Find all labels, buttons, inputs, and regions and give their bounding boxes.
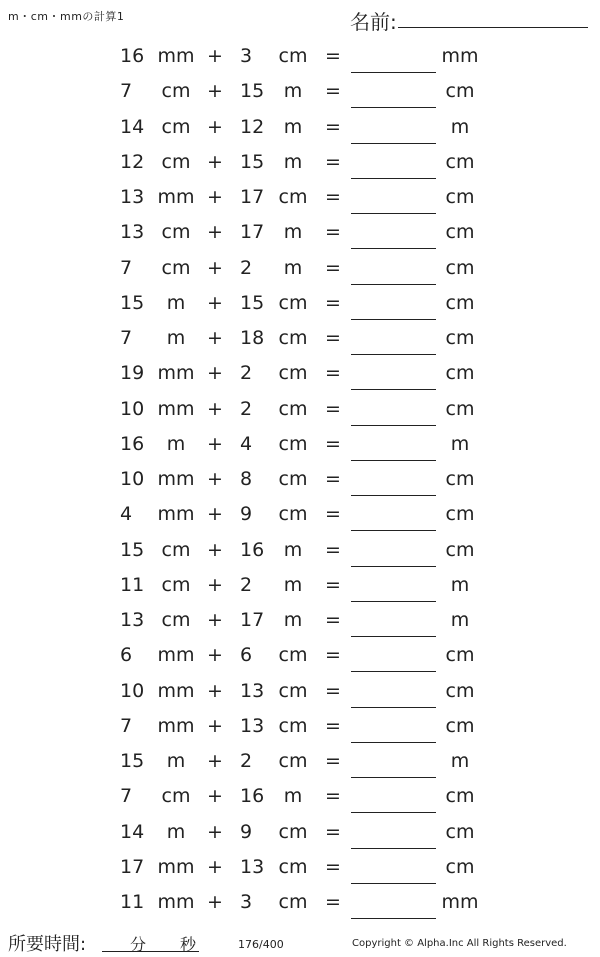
second-unit: cm [278,397,308,420]
name-label: 名前: [350,10,397,34]
first-value: 13 [120,186,145,208]
first-unit: cm [161,538,191,561]
answer-unit: cm [445,679,475,702]
plus-sign: + [207,785,223,808]
problem-row [0,885,600,920]
second-unit: m [283,80,303,103]
equals-sign: = [325,750,341,772]
plus-sign: + [207,432,223,455]
answer-blank[interactable] [351,777,436,778]
equals-sign: = [325,45,341,67]
plus-sign: + [207,186,223,208]
problem-row [0,180,600,215]
equals-sign: = [325,503,341,526]
problem-row [0,674,600,709]
plus-sign: + [207,503,223,526]
equals-sign: = [325,538,341,561]
first-unit: mm [157,714,195,737]
plus-sign: + [207,609,223,631]
first-unit: mm [157,891,195,913]
problem-row [0,215,600,250]
answer-unit: cm [445,855,475,878]
problem-row [0,850,600,885]
plus-sign: + [207,80,223,103]
second-unit: m [283,150,303,173]
plus-sign: + [207,714,223,737]
second-value: 2 [240,362,253,385]
first-unit: cm [161,785,191,808]
equals-sign: = [325,397,341,420]
equals-sign: = [325,714,341,737]
second-value: 15 [240,80,265,103]
problem-row [0,356,600,391]
first-unit: m [166,820,186,843]
first-unit: cm [161,573,191,596]
answer-blank[interactable] [351,460,436,461]
first-value: 15 [120,538,145,561]
first-unit: cm [161,256,191,279]
first-unit: mm [157,679,195,702]
answer-blank[interactable] [351,566,436,567]
page-number: 176/400 [238,938,284,951]
equals-sign: = [325,785,341,808]
equals-sign: = [325,256,341,279]
first-unit: cm [161,80,191,103]
second-value: 13 [240,679,265,702]
first-unit: mm [157,45,195,67]
answer-blank[interactable] [351,883,436,884]
first-value: 4 [120,503,133,526]
answer-unit: m [450,573,470,596]
answer-blank[interactable] [351,742,436,743]
second-value: 9 [240,503,253,526]
answer-blank[interactable] [351,284,436,285]
second-unit: cm [278,750,308,772]
worksheet-title: m・cm・mmの計算1 [8,10,125,23]
answer-unit: cm [445,327,475,349]
first-value: 11 [120,573,145,596]
first-value: 10 [120,468,145,490]
answer-unit: cm [445,362,475,385]
plus-sign: + [207,327,223,349]
first-value: 11 [120,891,145,913]
second-unit: cm [278,644,308,667]
second-unit: cm [278,45,308,67]
equals-sign: = [325,150,341,173]
answer-blank[interactable] [351,354,436,355]
answer-blank[interactable] [351,213,436,214]
answer-unit: cm [445,538,475,561]
equals-sign: = [325,432,341,455]
problem-row [0,815,600,850]
first-value: 13 [120,221,145,244]
second-value: 2 [240,256,253,279]
second-value: 8 [240,468,253,490]
first-value: 6 [120,644,133,667]
plus-sign: + [207,750,223,772]
first-unit: m [166,750,186,772]
copyright-notice: Copyright © Alpha.Inc All Rights Reserved. [352,938,567,949]
second-value: 17 [240,609,265,631]
second-value: 13 [240,714,265,737]
answer-unit: cm [445,80,475,103]
second-unit: cm [278,186,308,208]
second-unit: m [283,256,303,279]
problem-row [0,392,600,427]
answer-blank[interactable] [351,918,436,919]
second-value: 2 [240,573,253,596]
answer-blank[interactable] [351,601,436,602]
plus-sign: + [207,891,223,913]
plus-sign: + [207,679,223,702]
equals-sign: = [325,221,341,244]
minutes-label: 分 [130,935,147,954]
equals-sign: = [325,820,341,843]
answer-blank[interactable] [351,848,436,849]
answer-unit: m [450,115,470,138]
problem-row [0,638,600,673]
first-unit: mm [157,397,195,420]
answer-blank[interactable] [351,107,436,108]
problem-row [0,568,600,603]
second-unit: cm [278,679,308,702]
second-unit: cm [278,820,308,843]
answer-blank[interactable] [351,389,436,390]
plus-sign: + [207,644,223,667]
equals-sign: = [325,362,341,385]
second-unit: m [283,115,303,138]
answer-unit: cm [445,468,475,490]
answer-unit: cm [445,291,475,314]
equals-sign: = [325,327,341,349]
second-unit: m [283,785,303,808]
plus-sign: + [207,397,223,420]
second-unit: m [283,609,303,631]
second-unit: cm [278,468,308,490]
first-value: 13 [120,609,145,631]
problem-list [0,39,600,920]
problem-row [0,110,600,145]
answer-blank[interactable] [351,143,436,144]
equals-sign: = [325,115,341,138]
equals-sign: = [325,80,341,103]
second-value: 9 [240,820,253,843]
answer-blank[interactable] [351,178,436,179]
answer-unit: m [450,432,470,455]
first-unit: cm [161,221,191,244]
first-unit: mm [157,644,195,667]
second-value: 15 [240,150,265,173]
answer-blank[interactable] [351,707,436,708]
plus-sign: + [207,256,223,279]
first-value: 7 [120,327,133,349]
problem-row [0,462,600,497]
answer-blank[interactable] [351,812,436,813]
first-value: 12 [120,150,145,173]
problem-row [0,709,600,744]
first-unit: m [166,327,186,349]
first-value: 7 [120,80,133,103]
second-unit: m [283,538,303,561]
plus-sign: + [207,468,223,490]
second-unit: cm [278,291,308,314]
second-value: 16 [240,785,265,808]
first-value: 14 [120,115,145,138]
answer-blank[interactable] [351,248,436,249]
answer-unit: cm [445,397,475,420]
second-value: 2 [240,750,253,772]
second-value: 18 [240,327,265,349]
second-value: 13 [240,855,265,878]
plus-sign: + [207,362,223,385]
first-value: 15 [120,291,145,314]
problem-row [0,74,600,109]
first-value: 16 [120,45,145,67]
second-unit: cm [278,362,308,385]
answer-blank[interactable] [351,319,436,320]
second-value: 2 [240,397,253,420]
answer-unit: cm [445,714,475,737]
equals-sign: = [325,891,341,913]
equals-sign: = [325,468,341,490]
answer-unit: mm [441,891,479,913]
first-unit: mm [157,855,195,878]
first-value: 10 [120,679,145,702]
equals-sign: = [325,186,341,208]
second-value: 3 [240,891,253,913]
seconds-label: 秒 [180,935,197,954]
second-value: 6 [240,644,253,667]
problem-row [0,321,600,356]
first-value: 10 [120,397,145,420]
plus-sign: + [207,538,223,561]
problem-row [0,744,600,779]
answer-blank[interactable] [351,72,436,73]
answer-unit: cm [445,186,475,208]
answer-blank[interactable] [351,671,436,672]
first-unit: mm [157,468,195,490]
plus-sign: + [207,855,223,878]
name-field-line[interactable] [398,27,588,28]
first-value: 7 [120,256,133,279]
answer-blank[interactable] [351,636,436,637]
problem-row [0,145,600,180]
second-value: 15 [240,291,265,314]
equals-sign: = [325,679,341,702]
second-value: 3 [240,45,253,67]
second-value: 17 [240,221,265,244]
problem-row [0,39,600,74]
answer-unit: m [450,609,470,631]
first-value: 7 [120,714,133,737]
answer-unit: cm [445,150,475,173]
answer-unit: mm [441,45,479,67]
second-unit: cm [278,855,308,878]
answer-unit: cm [445,221,475,244]
plus-sign: + [207,573,223,596]
first-unit: cm [161,150,191,173]
equals-sign: = [325,573,341,596]
time-label: 所要時間: [8,934,87,955]
problem-row [0,603,600,638]
second-value: 4 [240,432,253,455]
problem-row [0,427,600,462]
answer-unit: cm [445,503,475,526]
second-unit: cm [278,891,308,913]
second-unit: cm [278,503,308,526]
equals-sign: = [325,644,341,667]
second-unit: cm [278,714,308,737]
second-unit: m [283,573,303,596]
equals-sign: = [325,855,341,878]
first-value: 16 [120,432,145,455]
first-unit: m [166,432,186,455]
answer-unit: cm [445,256,475,279]
second-value: 17 [240,186,265,208]
first-value: 19 [120,362,145,385]
plus-sign: + [207,45,223,67]
first-unit: cm [161,609,191,631]
plus-sign: + [207,150,223,173]
problem-row [0,251,600,286]
first-unit: mm [157,186,195,208]
equals-sign: = [325,609,341,631]
second-value: 16 [240,538,265,561]
problem-row [0,497,600,532]
answer-unit: cm [445,644,475,667]
first-value: 14 [120,820,145,843]
problem-row [0,779,600,814]
answer-blank[interactable] [351,495,436,496]
plus-sign: + [207,820,223,843]
plus-sign: + [207,221,223,244]
problem-row [0,533,600,568]
answer-blank[interactable] [351,425,436,426]
first-value: 7 [120,785,133,808]
first-value: 15 [120,750,145,772]
plus-sign: + [207,291,223,314]
first-unit: cm [161,115,191,138]
second-value: 12 [240,115,265,138]
answer-unit: m [450,750,470,772]
answer-unit: cm [445,820,475,843]
first-unit: mm [157,362,195,385]
plus-sign: + [207,115,223,138]
second-unit: m [283,221,303,244]
equals-sign: = [325,291,341,314]
first-unit: mm [157,503,195,526]
second-unit: cm [278,432,308,455]
first-value: 17 [120,855,145,878]
first-unit: m [166,291,186,314]
problem-row [0,286,600,321]
answer-unit: cm [445,785,475,808]
answer-blank[interactable] [351,530,436,531]
second-unit: cm [278,327,308,349]
